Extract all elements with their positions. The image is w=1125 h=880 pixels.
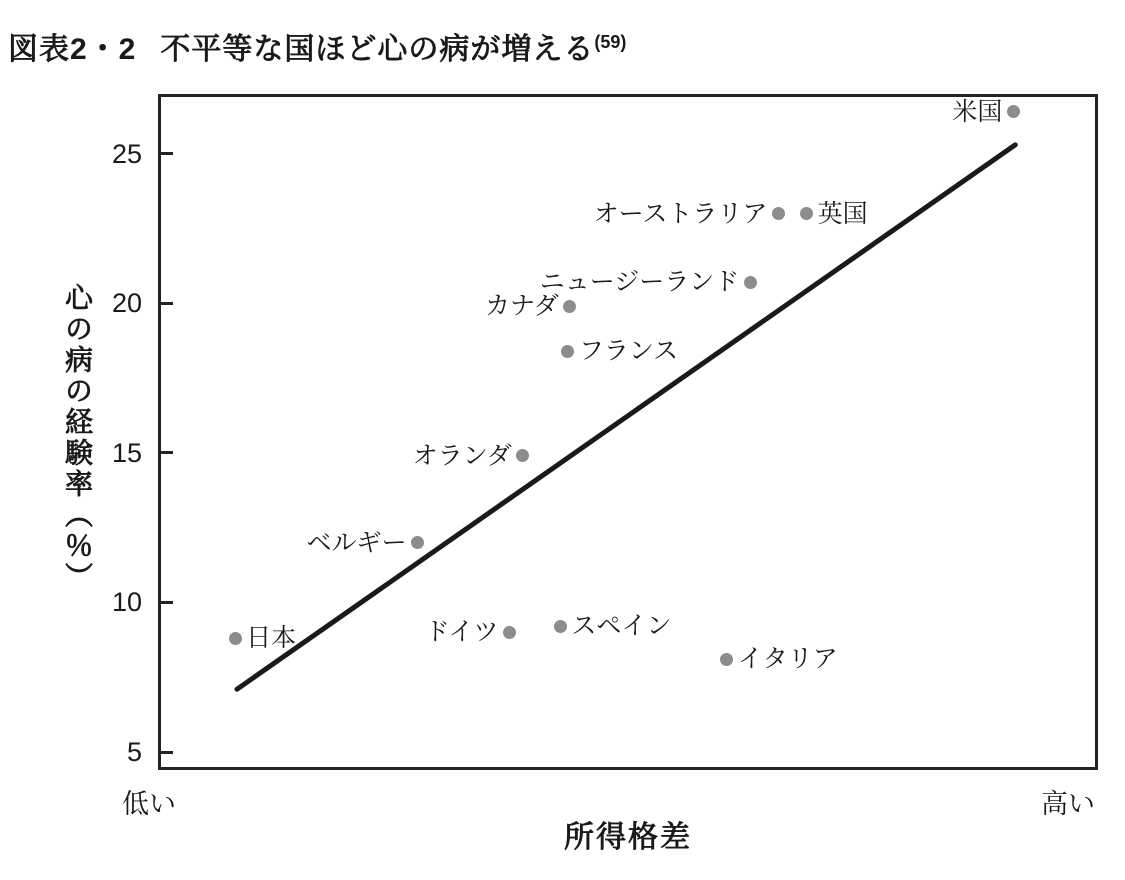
y-tick-mark <box>158 601 173 604</box>
y-tick-label: 20 <box>111 288 142 319</box>
data-point-label-new-zealand: ニュージーランド <box>539 268 740 297</box>
plot-area <box>111 94 1098 770</box>
y-tick-mark <box>158 751 173 754</box>
y-tick-mark <box>158 152 173 155</box>
y-tick-mark <box>158 302 173 305</box>
y-tick-label: 15 <box>111 437 142 468</box>
data-point-label-usa: 米国 <box>952 97 1003 126</box>
figure-number: 図表2・2 <box>8 33 137 66</box>
data-point-label-canada: カナダ <box>484 292 559 321</box>
data-point-label-belgium: ベルギー <box>306 528 407 557</box>
data-point-italy <box>720 653 733 666</box>
data-point-spain <box>554 620 567 633</box>
data-point-label-uk: 英国 <box>817 199 868 228</box>
figure-title <box>8 24 626 68</box>
data-point-label-italy: イタリア <box>737 645 838 674</box>
data-point-label-netherlands: オランダ <box>412 441 512 470</box>
data-point-new-zealand <box>744 276 757 289</box>
data-point-label-japan: 日本 <box>246 624 297 653</box>
data-point-label-australia: オーストラリア <box>593 199 768 228</box>
trend-line-layer <box>158 94 1098 770</box>
y-tick-label: 10 <box>111 587 142 618</box>
data-point-australia <box>772 207 785 220</box>
data-point-japan <box>229 632 242 645</box>
y-tick-label: 25 <box>111 138 142 169</box>
footnote-reference: (59) <box>594 32 627 52</box>
data-point-france <box>561 345 574 358</box>
y-tick-label: 5 <box>126 737 142 768</box>
data-point-label-france: フランス <box>578 337 679 366</box>
x-axis-max-label: 高い <box>1041 789 1095 819</box>
x-axis-min-label: 低い <box>122 789 176 819</box>
figure-title-text: 不平等な国ほど心の病が増える <box>160 33 595 66</box>
data-point-label-spain: スペイン <box>571 612 672 641</box>
y-tick-mark <box>158 451 173 454</box>
x-axis-title: 所得格差 <box>564 821 692 854</box>
y-axis-title: 心の病の経験率（％） <box>62 283 93 593</box>
data-point-label-germany: ドイツ <box>424 618 499 647</box>
data-point-germany <box>503 626 516 639</box>
data-point-canada <box>563 300 576 313</box>
